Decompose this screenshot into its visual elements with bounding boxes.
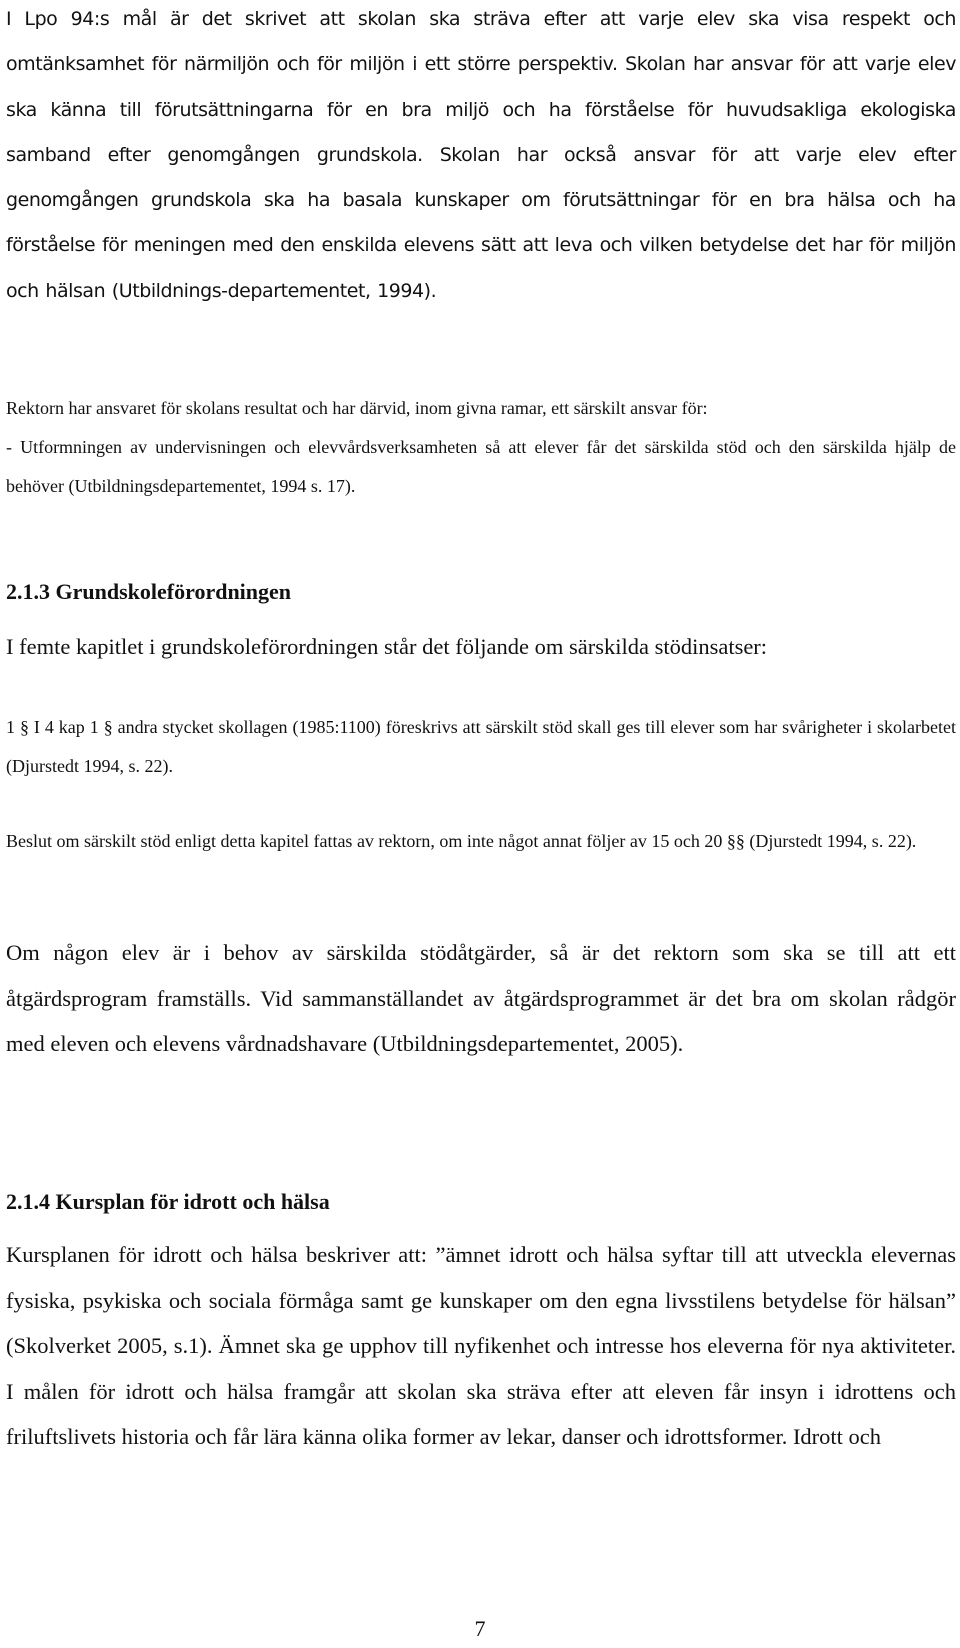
section-heading-grundskoleforordningen: 2.1.3 Grundskoleförordningen: [6, 579, 292, 604]
quote-rektor: [6, 389, 956, 506]
section-heading-kursplan: 2.1.4 Kursplan för idrott och hälsa: [6, 1189, 330, 1214]
quote-rektor-intro: Rektorn har ansvaret för skolans resultat och har därvid, inom givna ramar, ett särskilt ansvar för:: [6, 398, 708, 418]
quote-beslut: Beslut om särskilt stöd enligt detta kapitel fattas av rektorn, om inte något annat följer av 15 och 20 §§ (Djurstedt 1994, s. 22).: [6, 831, 917, 851]
paragraph-kursplan: Kursplanen för idrott och hälsa beskriver att: ”ämnet idrott och hälsa syftar till att utveckla elevernas fysiska, psykiska och sociala förmåga samt ge kunskaper om den egna livsstilens betydelse för hälsan” (Skolverket 2005, s.1). Ämnet ska ge upphov till nyfikenhet och intresse hos eleverna för nya aktiviteter. I målen för idrott och hälsa framgår att skolan ska sträva efter att eleven får insyn i idrottens och friluftslivets historia och får lära känna olika former av lekar, danser och idrottsformer. Idrott och: [6, 1242, 956, 1449]
paragraph-intro-stodinsatser: I femte kapitlet i grundskoleförordningen står det följande om särskilda stödinsatser:: [6, 634, 768, 659]
page-number: 7: [474, 1616, 486, 1641]
paragraph-lpo94: I Lpo 94:s mål är det skrivet att skolan ska sträva efter att varje elev ska visa respekt och omtänksamhet för närmiljön och för miljön i ett större perspektiv. Skolan har ansvar för att varje elev ska känna till förutsättningarna för en bra miljö och ha förståelse för huvudsakliga ekologiska samband efter genomgången grundskola. Skolan har också ansvar för att varje elev efter genomgången grundskola ska ha basala kunskaper om förutsättningar för en bra hälsa och ha förståelse för meningen med den enskilda elevens sätt att leva och vilken betydelse det har för miljön och hälsan (Utbildnings-departementet, 1994).: [6, 8, 956, 302]
paragraph-atgardsprogram: Om någon elev är i behov av särskilda stödåtgärder, så är det rektorn som ska se till att ett åtgärdsprogram framställs. Vid sammanställandet av åtgärdsprogrammet är det bra om skolan rådgör med eleven och elevens vårdnadshavare (Utbildningsdepartementet, 2005).: [6, 940, 956, 1056]
quote-rektor-item: - Utformningen av undervisningen och elevvårdsverksamheten så att elever får det särskilda stöd och den särskilda hjälp de behöver (Utbildningsdepartementet, 1994 s. 17).: [6, 437, 956, 496]
quote-skollagen: 1 § I 4 kap 1 § andra stycket skollagen (1985:1100) föreskrivs att särskilt stöd skall ges till elever som har svårigheter i skolarbetet (Djurstedt 1994, s. 22).: [6, 717, 956, 776]
